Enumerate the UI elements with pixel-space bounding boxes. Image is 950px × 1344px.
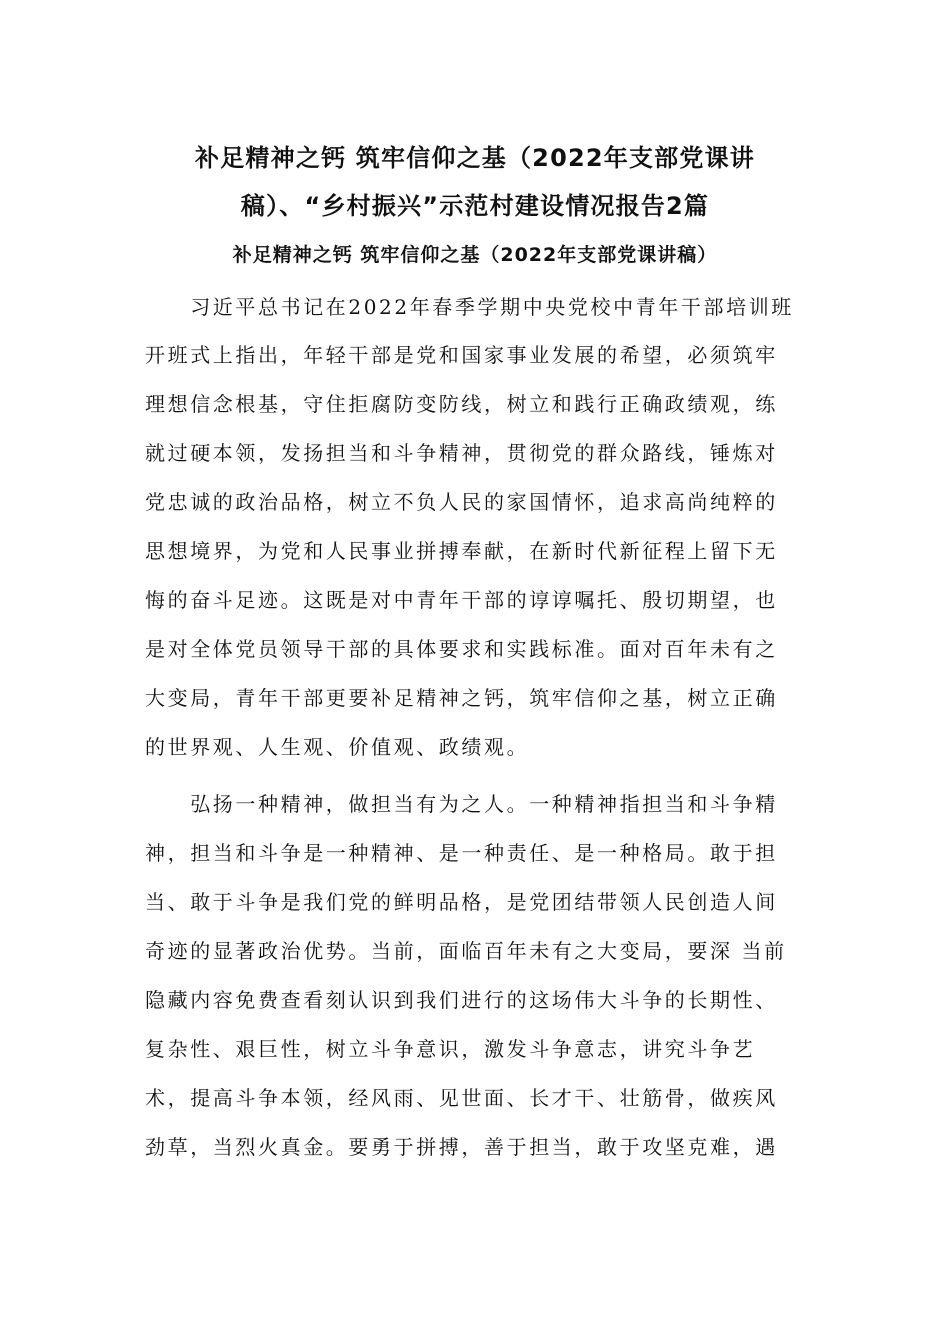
text-line: 大变局，青年干部更要补足精神之钙，筑牢信仰之基，树立正确: [145, 686, 778, 710]
text-line: 思想境界，为党和人民事业拼搏奉献，在新时代新征程上留下无: [145, 539, 778, 563]
text-line: 术，提高斗争本领，经风雨、见世面、长才干、壮筋骨，做疾风: [145, 1086, 778, 1110]
text-line: 是对全体党员领导干部的具体要求和实践标准。面对百年未有之: [145, 637, 778, 661]
document-title-line-1: 补足精神之钙 筑牢信仰之基（2022年支部党课讲: [195, 144, 755, 172]
text-line: 理想信念根基，守住拒腐防变防线，树立和践行正确政绩观，练: [145, 392, 778, 416]
text-line: 当、敢于斗争是我们党的鲜明品格，是党团结带领人民创造人间: [145, 890, 778, 914]
text-line: 悔的奋斗足迹。这既是对中青年干部的谆谆嘱托、殷切期望，也: [145, 588, 778, 612]
text-line: 党忠诚的政治品格，树立不负人民的家国情怀，追求高尚纯粹的: [145, 490, 778, 514]
text-line: 弘扬一种精神，做担当有为之人。一种精神指担当和斗争精: [145, 792, 778, 816]
text-line: 开班式上指出，年轻干部是党和国家事业发展的希望，必须筑牢: [145, 343, 778, 367]
text-line: 的世界观、人生观、价值观、政绩观。: [145, 735, 530, 759]
document-title-line-2: 稿）、“乡村振兴”示范村建设情况报告2篇: [240, 192, 710, 220]
text-line: 就过硬本领，发扬担当和斗争精神，贯彻党的群众路线，锤炼对: [145, 441, 778, 465]
text-line: 奇迹的显著政治优势。当前，面临百年未有之大变局，要深 当前: [145, 939, 787, 963]
text-line: 复杂性、艰巨性，树立斗争意识，激发斗争意志，讲究斗争艺: [145, 1037, 756, 1061]
text-line: 习近平总书记在2022年春季学期中央党校中青年干部培训班: [145, 295, 794, 319]
text-line: 隐藏内容免费查看刻认识到我们进行的这场伟大斗争的长期性、: [145, 988, 778, 1012]
text-line: 劲草，当烈火真金。要勇于拼搏，善于担当，敢于攻坚克难，遇: [145, 1135, 778, 1159]
text-line: 神，担当和斗争是一种精神、是一种责任、是一种格局。敢于担: [145, 841, 778, 865]
section-subtitle: 补足精神之钙 筑牢信仰之基（2022年支部党课讲稿）: [232, 244, 718, 266]
